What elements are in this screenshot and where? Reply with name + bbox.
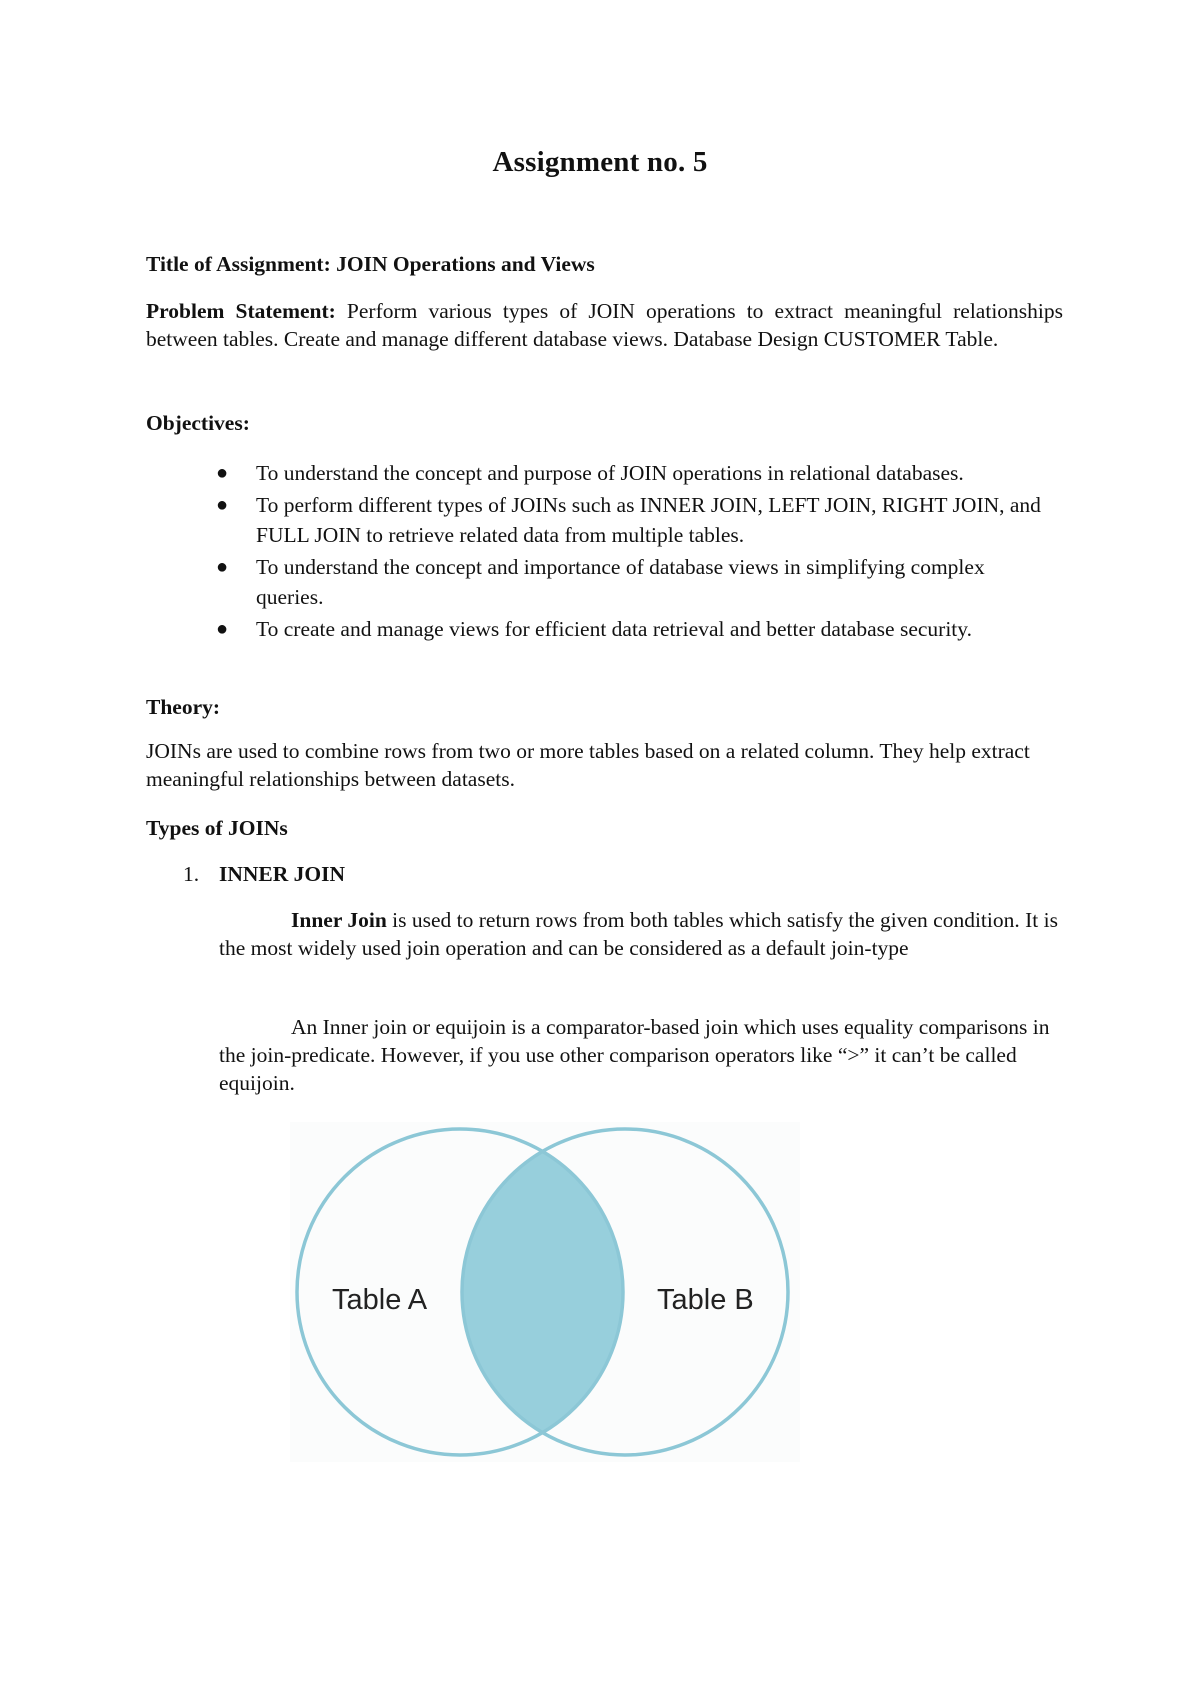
equijoin-paragraph: An Inner join or equijoin is a comparator-based join which uses equality comparisons in the join-predicate. However, if you use other comparison operators like “>” it can’t be called equijoin. — [219, 1015, 1050, 1095]
problem-statement — [146, 297, 1063, 353]
table-b-label: Table B — [657, 1284, 754, 1316]
problem-statement-label: Problem Statement: — [146, 299, 336, 323]
inner-join-paragraph — [219, 906, 1059, 962]
list-item — [146, 614, 1046, 644]
bullet-icon: ● — [216, 618, 229, 640]
bullet-icon: ● — [216, 494, 229, 516]
theory-text: JOINs are used to combine rows from two or more tables based on a related column. They help extract meaningful relationships between datasets. — [146, 739, 1030, 791]
objectives-heading: Objectives: — [146, 411, 250, 435]
inner-join-venn-diagram — [290, 1122, 800, 1462]
objective-text: To perform different types of JOINs such as INNER JOIN, LEFT JOIN, RIGHT JOIN, and FULL JOIN to retrieve related data from multiple tables. — [256, 493, 1041, 547]
bullet-icon: ● — [216, 462, 229, 484]
objective-text: To understand the concept and purpose of JOIN operations in relational databases. — [256, 461, 964, 485]
list-item — [146, 458, 1046, 488]
inner-join-text: is used to return rows from both tables which satisfy the given condition. It is the most widely used join operation and can be considered as a default join-type — [219, 908, 1058, 960]
item-number: 1. — [183, 862, 200, 886]
objectives-list — [146, 458, 1046, 646]
objective-text: To create and manage views for efficient data retrieval and better database security. — [256, 617, 972, 641]
list-item — [146, 490, 1046, 550]
objective-text: To understand the concept and importance of database views in simplifying complex queries. — [256, 555, 985, 609]
problem-statement-text: Perform various types of JOIN operations to extract meaningful relationships between tables. Create and manage different database views. Database Design CUSTOMER Table. — [146, 299, 1063, 351]
inner-join-term: Inner Join — [291, 908, 387, 932]
list-item — [146, 552, 1046, 612]
item-title: INNER JOIN — [219, 862, 346, 886]
theory-heading: Theory: — [146, 695, 221, 719]
numbered-item — [183, 860, 345, 888]
bullet-icon: ● — [216, 556, 229, 578]
table-a-label: Table A — [332, 1284, 428, 1316]
page-title: Assignment no. 5 — [492, 146, 708, 178]
assignment-title-line: Title of Assignment: JOIN Operations and Views — [146, 252, 595, 276]
types-heading: Types of JOINs — [146, 816, 288, 840]
